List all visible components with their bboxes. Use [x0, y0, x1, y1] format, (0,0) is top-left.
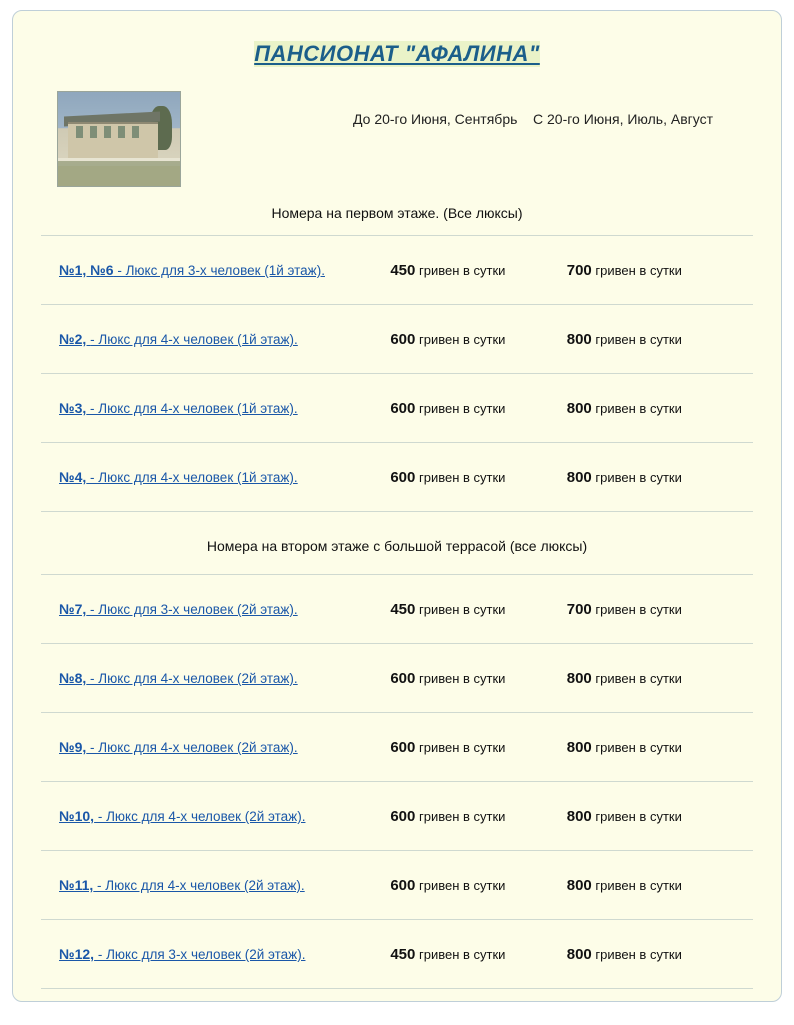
price-period2 — [567, 331, 753, 348]
window-shape — [118, 126, 125, 138]
fence-shape — [58, 158, 180, 161]
room-desc: - Люкс для 4-х человек (2й этаж). — [94, 809, 306, 824]
page-title: ПАНСИОНАТ "АФАЛИНА" — [254, 41, 540, 66]
room-link[interactable] — [41, 400, 390, 416]
price-amount: 600 — [390, 738, 416, 756]
table-row — [37, 575, 757, 643]
window-shape — [104, 126, 111, 138]
table-row — [37, 851, 757, 919]
period-headers — [353, 109, 723, 129]
price-unit: гривен в сутки — [418, 400, 506, 416]
room-link[interactable] — [41, 739, 390, 755]
price-unit: гривен в сутки — [418, 808, 506, 824]
price-period1 — [390, 877, 566, 894]
table-row — [37, 374, 757, 442]
price-amount: 600 — [390, 669, 416, 687]
room-link[interactable] — [41, 808, 390, 824]
page-title-wrap — [37, 11, 757, 67]
price-list-page — [12, 10, 782, 1002]
price-period1 — [390, 331, 566, 348]
room-link[interactable] — [41, 601, 390, 617]
price-amount: 600 — [390, 876, 416, 894]
room-desc: - Люкс для 4-х человек (1й этаж). — [86, 470, 298, 485]
price-amount: 450 — [390, 600, 416, 618]
price-period2 — [567, 469, 753, 486]
price-amount: 450 — [390, 945, 416, 963]
price-unit: гривен в сутки — [595, 469, 682, 485]
price-unit: гривен в сутки — [595, 808, 682, 824]
price-period2 — [567, 262, 753, 279]
room-desc: - Люкс для 4-х человек (2й этаж). — [86, 740, 298, 755]
price-unit: гривен в сутки — [418, 739, 506, 755]
room-number: №12, — [59, 946, 95, 962]
price-unit: гривен в сутки — [418, 331, 506, 347]
room-desc: - Люкс для 4-х человек (2й этаж). — [86, 671, 298, 686]
price-amount: 800 — [566, 876, 592, 894]
room-number: №4, — [59, 469, 87, 485]
price-period2 — [567, 400, 753, 417]
price-unit: гривен в сутки — [418, 670, 506, 686]
price-period1 — [390, 946, 566, 963]
room-link[interactable] — [41, 331, 390, 347]
price-amount: 450 — [390, 261, 416, 279]
room-desc: - Люкс для 3-х человек (1й этаж). — [113, 263, 325, 278]
room-number: №1, №6 — [59, 262, 114, 278]
table-row — [37, 644, 757, 712]
page-inner — [13, 11, 781, 989]
price-period2 — [567, 946, 753, 963]
price-unit: гривен в сутки — [595, 262, 682, 278]
price-unit: гривен в сутки — [418, 877, 506, 893]
price-unit: гривен в сутки — [418, 469, 506, 485]
price-amount: 600 — [390, 330, 416, 348]
price-unit: гривен в сутки — [595, 946, 682, 962]
table-row — [37, 713, 757, 781]
room-number: №11, — [59, 877, 94, 893]
price-period1 — [390, 739, 566, 756]
room-desc: - Люкс для 3-х человек (2й этаж). — [86, 602, 298, 617]
price-unit: гривен в сутки — [595, 331, 682, 347]
room-desc: - Люкс для 4-х человек (1й этаж). — [90, 332, 298, 347]
price-amount: 600 — [390, 807, 416, 825]
price-unit: гривен в сутки — [595, 601, 682, 617]
price-period1 — [390, 262, 566, 279]
price-unit: гривен в сутки — [418, 262, 506, 278]
table-row — [37, 236, 757, 304]
room-number: №10, — [59, 808, 95, 824]
price-unit: гривен в сутки — [595, 739, 682, 755]
room-link[interactable] — [41, 469, 390, 485]
price-period1 — [390, 808, 566, 825]
price-period2 — [567, 877, 753, 894]
price-unit: гривен в сутки — [418, 946, 506, 962]
window-shape — [76, 126, 83, 138]
table-row — [37, 782, 757, 850]
section-heading-floor1: Номера на первом этаже. (Все люксы) — [271, 205, 523, 221]
price-amount: 800 — [566, 945, 592, 963]
price-amount: 800 — [566, 330, 592, 348]
room-desc: - Люкс для 3-х человек (2й этаж). — [94, 947, 306, 962]
window-shape — [132, 126, 139, 138]
price-amount: 600 — [390, 468, 416, 486]
price-amount: 700 — [566, 261, 592, 279]
price-amount: 800 — [566, 738, 592, 756]
table-row — [37, 305, 757, 373]
room-number: №7, — [59, 601, 87, 617]
price-period1 — [390, 400, 566, 417]
price-period2 — [567, 601, 753, 618]
price-unit: гривен в сутки — [595, 400, 682, 416]
window-shape — [90, 126, 97, 138]
price-period1 — [390, 601, 566, 618]
room-link[interactable] — [41, 670, 390, 686]
room-desc: - Люкс для 4-х человек (2й этаж). — [93, 878, 305, 893]
price-period2 — [567, 808, 753, 825]
price-amount: 800 — [566, 669, 592, 687]
room-link[interactable] — [41, 262, 390, 278]
price-amount: 800 — [566, 807, 592, 825]
room-number: №9, — [59, 739, 87, 755]
price-period1 — [390, 469, 566, 486]
price-period2 — [567, 739, 753, 756]
divider — [41, 988, 753, 989]
price-unit: гривен в сутки — [595, 670, 682, 686]
room-link[interactable] — [41, 877, 390, 893]
price-amount: 800 — [566, 468, 592, 486]
period-header-1: До 20-го Июня, Сентябрь — [353, 111, 518, 127]
price-amount: 700 — [566, 600, 592, 618]
period-header-2: С 20-го Июня, Июль, Август — [533, 111, 713, 127]
price-unit: гривен в сутки — [595, 877, 682, 893]
price-period2 — [567, 670, 753, 687]
price-amount: 800 — [566, 399, 592, 417]
table-row — [37, 920, 757, 988]
room-number: №8, — [59, 670, 87, 686]
price-amount: 600 — [390, 399, 416, 417]
room-desc: - Люкс для 4-х человек (1й этаж). — [86, 401, 298, 416]
header-row — [37, 91, 757, 187]
price-unit: гривен в сутки — [418, 601, 506, 617]
price-period1 — [390, 670, 566, 687]
room-number: №3, — [59, 400, 87, 416]
building-photo — [57, 91, 181, 187]
path-shape — [58, 166, 180, 187]
section-heading-floor2: Номера на втором этаже с большой террасой (все люксы) — [206, 538, 588, 554]
room-link[interactable] — [41, 946, 390, 962]
room-number: №2, — [59, 331, 91, 347]
table-row — [37, 443, 757, 511]
